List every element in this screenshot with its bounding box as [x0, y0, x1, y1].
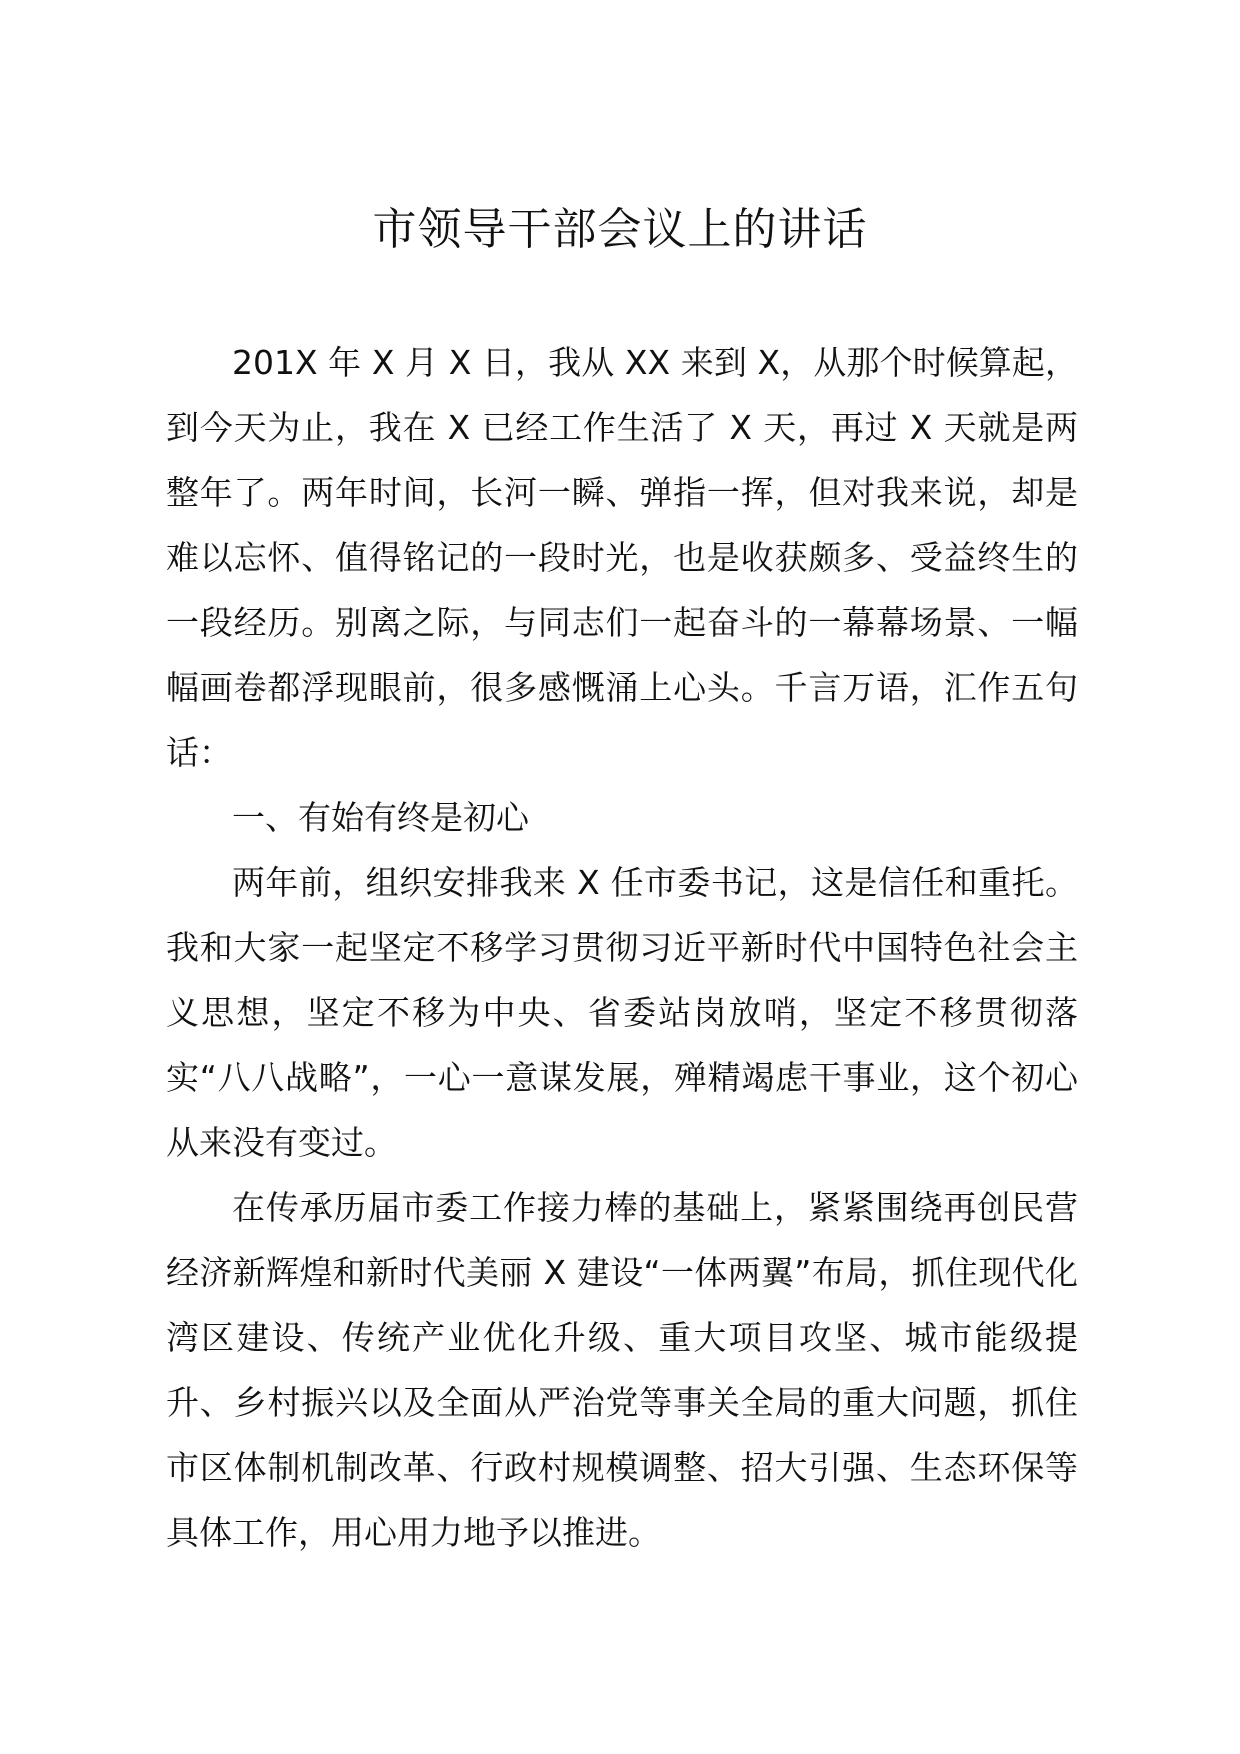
page-title: 市领导干部会议上的讲话 [372, 204, 868, 255]
body-paragraph: 两年前，组织安排我来 X 任市委书记，这是信任和重托。我和大家一起坚定不移学习贯彻习近平新时代中国特色社会主义思想，坚定不移为中央、省委站岗放哨，坚定不移贯彻落实“八八战略”，一心一意谋发展，殚精竭虑干事业，这个初心从来没有变过。 [166, 863, 1078, 1162]
document-body [166, 330, 1078, 1565]
intro-paragraph: 201X 年 X 月 X 日，我从 XX 来到 X，从那个时候算起，到今天为止，我在 X 已经工作生活了 X 天，再过 X 天就是两整年了。两年时间，长河一瞬、弹指一挥，但对我来说，却是难以忘怀、值得铭记的一段时光，也是收获颇多、受益终生的一段经历。别离之际，与同志们一起奋斗的一幕幕场景、一幅幅画卷都浮现眼前，很多感慨涌上心头。千言万语，汇作五句话： [166, 343, 1078, 772]
body-paragraph: 在传承历届市委工作接力棒的基础上，紧紧围绕再创民营经济新辉煌和新时代美丽 X 建设“一体两翼”布局，抓住现代化湾区建设、传统产业优化升级、重大项目攻坚、城市能级提升、乡村振兴以及全面从严治党等事关全局的重大问题，抓住市区体制机制改革、行政村规模调整、招大引强、生态环保等具体工作，用心用力地予以推进。 [166, 1188, 1078, 1552]
section-heading: 一、有始有终是初心 [232, 798, 529, 837]
